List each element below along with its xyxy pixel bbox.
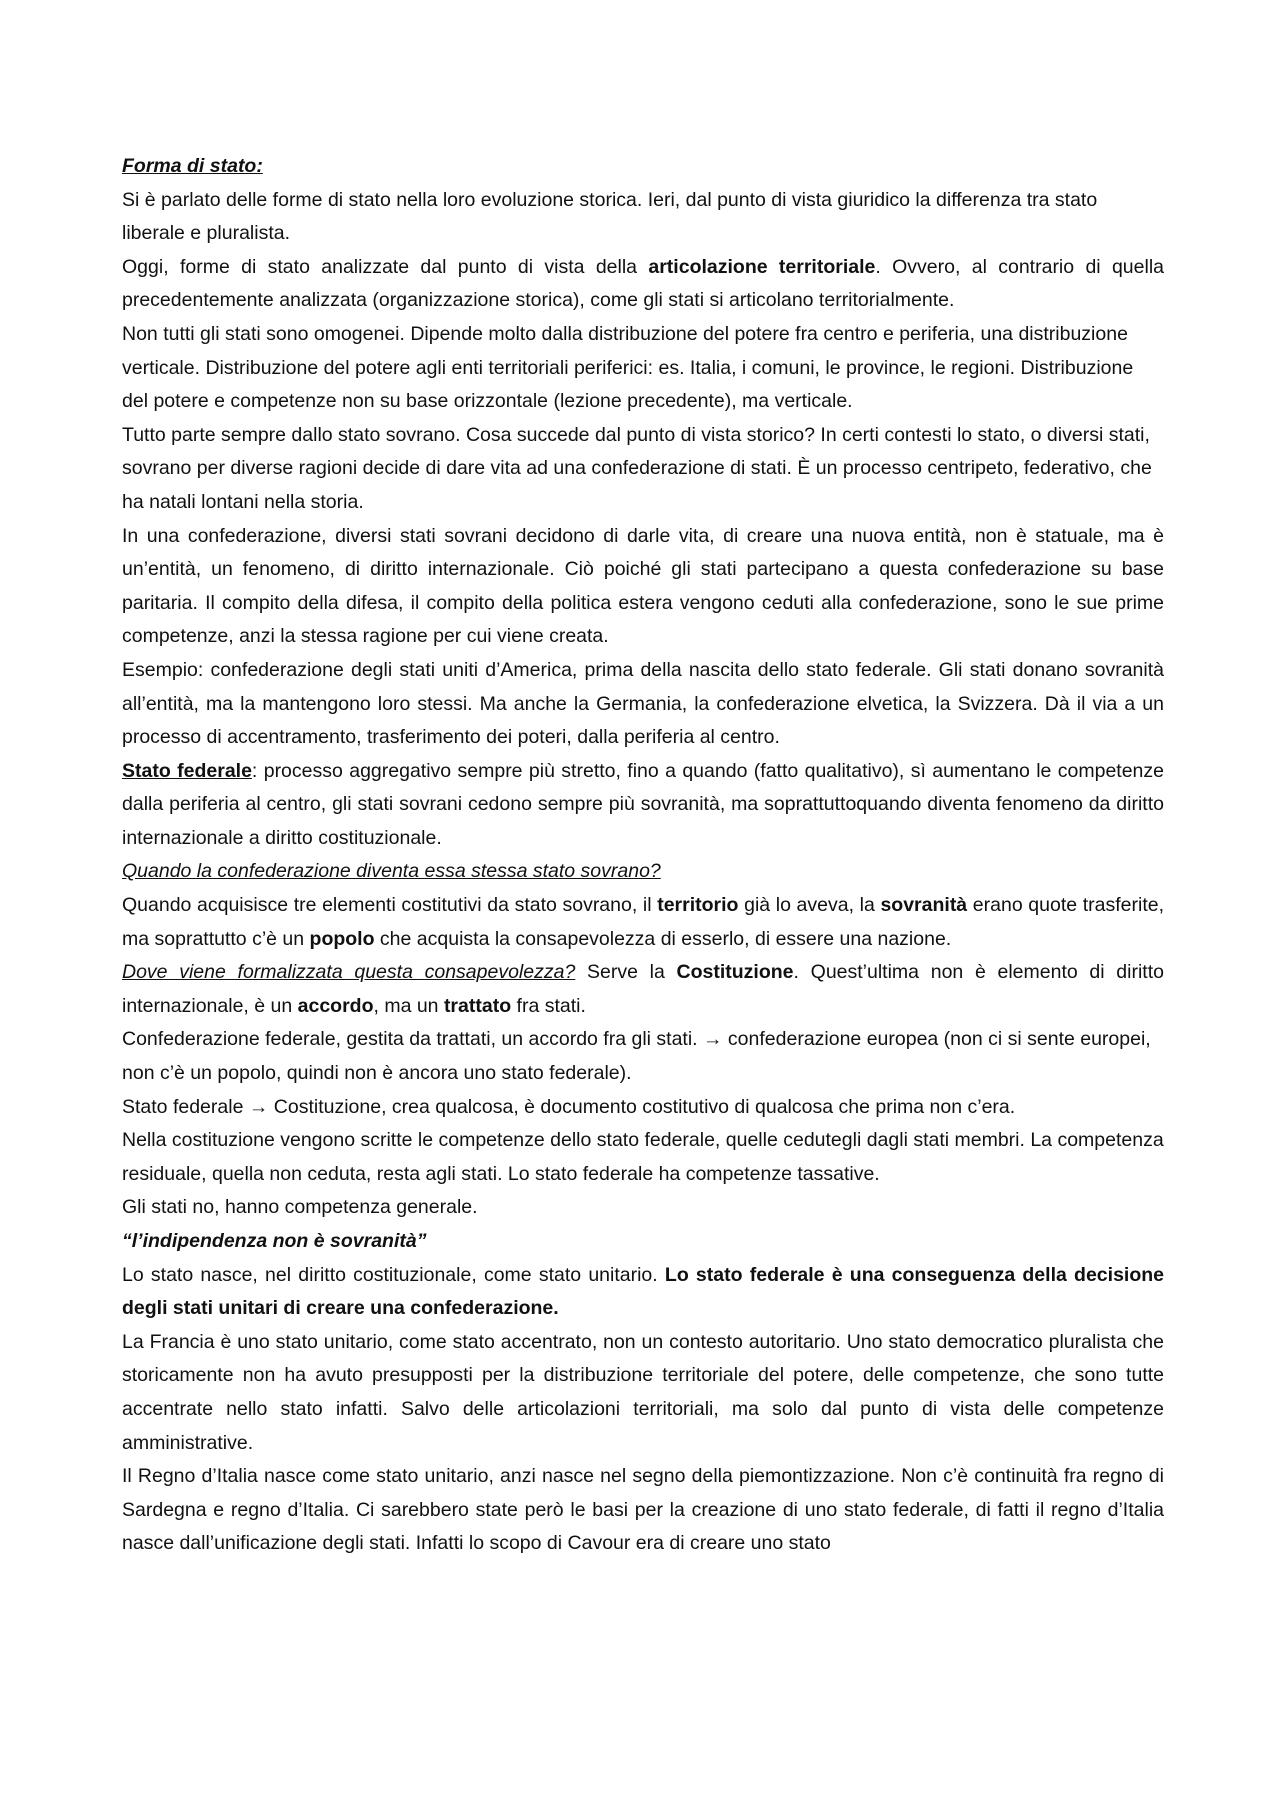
text-run: Oggi, forme di stato analizzate dal punto di vista della — [122, 255, 649, 278]
text-run: Confederazione federale, gestita da trattati, un accordo fra gli stati. — [122, 1028, 704, 1051]
text-run: : processo aggregativo sempre più stretto, fino a quando (fatto qualitativo), sì aumentano le competenze dalla periferia al centro, gli stati sovrani cedono sempre più sovranità, ma soprattuttoquando diventa fenomeno da diritto internazionale a diritto costituzionale. — [122, 759, 1164, 849]
text-run: Quando acquisisce tre elementi costitutivi da stato sovrano, il — [122, 894, 658, 917]
arrow-right-icon: → — [703, 1028, 723, 1051]
bold-term-territorio: territorio — [657, 894, 739, 917]
text-run: già lo aveva, la — [738, 894, 881, 917]
bold-term-articolazione: articolazione territoriale — [648, 255, 876, 278]
section-heading — [122, 150, 1164, 184]
heading-text: Forma di stato: — [122, 155, 263, 177]
text-run: che acquista la consapevolezza di esserlo, di essere una nazione. — [374, 927, 952, 950]
paragraph-example: Esempio: confederazione degli stati uniti d’America, prima della nascita dello stato federale. Gli stati donano sovranità all’entità, ma la mantengono loro stessi. Ma anche la Germania, la confederazione elvetica, la Svizzera. Dà il via a un processo di accentramento, trasferimento dei poteri, dalla periferia al centro. — [122, 658, 1164, 749]
text-run: Costituzione, crea qualcosa, è documento costitutivo di qualcosa che prima non c’era. — [268, 1095, 1016, 1118]
quote-text: “l’indipendenza non è sovranità” — [122, 1230, 427, 1252]
bold-statement: Lo stato federale è una conseguenza della decisione degli stati unitari di creare una confederazione. — [122, 1263, 1164, 1320]
document-page — [122, 150, 1164, 1561]
paragraph-confederation: In una confederazione, diversi stati sovrani decidono di darle vita, di creare una nuova entità, non è statuale, ma è un’entità, un fenomeno, di diritto internazionale. Ciò poiché gli stati partecipano a questa confederazione su base paritaria. Il compito della difesa, il compito della politica estera vengono ceduti alla confederazione, sono le sue prime competenze, anzi la stessa ragione per cui viene creata. — [122, 524, 1164, 648]
paragraph-federal-constitution — [122, 1091, 1164, 1125]
text-run: erano quote trasferite, ma soprattutto c’è un — [122, 894, 1164, 950]
bold-term-trattato: trattato — [443, 994, 512, 1017]
paragraph-question — [122, 855, 1164, 889]
text-run: . Ovvero, al contrario di quella precedentemente analizzata (organizzazione storica), come gli stati si articolano territorialmente. — [122, 255, 1165, 312]
bold-term-sovranita: sovranità — [880, 894, 968, 917]
text-run: . Quest’ultima non è elemento di diritto internazionale, è un — [122, 961, 1164, 1017]
question-text: Quando la confederazione diventa essa stessa stato sovrano? — [122, 860, 661, 883]
text-run: , ma un — [373, 994, 444, 1017]
term-stato-federale: Stato federale — [122, 759, 252, 782]
text-run: fra stati. — [511, 994, 586, 1017]
paragraph-elements — [122, 889, 1164, 956]
paragraph-territorial — [122, 251, 1164, 318]
question-text: Dove viene formalizzata questa consapevolezza? — [122, 961, 576, 984]
text-run: confederazione europea (non ci si sente europei, non c’è un popolo, quindi non è ancora uno stato federale). — [122, 1028, 1151, 1085]
paragraph-constitution — [122, 956, 1164, 1023]
bold-term-popolo: popolo — [309, 927, 375, 950]
paragraph-european — [122, 1023, 1164, 1090]
quote-heading — [122, 1225, 1164, 1259]
bold-term-accordo: accordo — [297, 994, 374, 1017]
paragraph-federal-state — [122, 755, 1164, 856]
paragraph-competences: Nella costituzione vengono scritte le competenze dello stato federale, quelle cedutegli dagli stati membri. La competenza residuale, quella non ceduta, resta agli stati. Lo stato federale ha competenze tassative. — [122, 1129, 1164, 1185]
arrow-right-icon: → — [248, 1095, 269, 1118]
paragraph-intro: Si è parlato delle forme di stato nella loro evoluzione storica. Ieri, dal punto di vista giuridico la differenza tra stato liberale e pluralista. — [122, 188, 1098, 245]
bold-term-costituzione: Costituzione — [676, 961, 794, 984]
paragraph-distribution: Non tutti gli stati sono omogenei. Dipende molto dalla distribuzione del potere fra centro e periferia, una distribuzione verticale. Distribuzione del potere agli enti territoriali periferici: es. Italia, i comuni, le province, le regioni. Distribuzione del potere e competenze non su base orizzontale (lezione precedente), ma verticale. — [122, 322, 1134, 413]
paragraph-france: La Francia è uno stato unitario, come stato accentrato, non un contesto autoritario. Uno stato democratico pluralista che storicamente non ha avuto presupposti per la distribuzione territoriale del potere, delle competenze, che sono tutte accentrate nello stato infatti. Salvo delle articolazioni territoriali, ma solo dal punto di vista delle competenze amministrative. — [122, 1330, 1164, 1454]
paragraph-unitary — [122, 1259, 1164, 1326]
paragraph-italy: Il Regno d’Italia nasce come stato unitario, anzi nasce nel segno della piemontizzazione. Non c’è continuità fra regno di Sardegna e regno d’Italia. Ci sarebbero state però le basi per la creazione di uno stato federale, di fatti il regno d’Italia nasce dall’unificazione degli stati. Infatti lo scopo di Cavour era di creare uno stato — [122, 1465, 1164, 1555]
paragraph-sovereign: Tutto parte sempre dallo stato sovrano. Cosa succede dal punto di vista storico? In certi contesti lo stato, o diversi stati, sovrano per diverse ragioni decide di dare vita ad una confederazione di stati. È un processo centripeto, federativo, che ha natali lontani nella storia. — [122, 423, 1152, 513]
text-run: Lo stato nasce, nel diritto costituzionale, come stato unitario. — [122, 1263, 665, 1286]
text-run: Stato federale — [122, 1095, 249, 1118]
paragraph-general-competence: Gli stati no, hanno competenza generale. — [122, 1196, 478, 1219]
text-run: Serve la — [575, 961, 677, 984]
